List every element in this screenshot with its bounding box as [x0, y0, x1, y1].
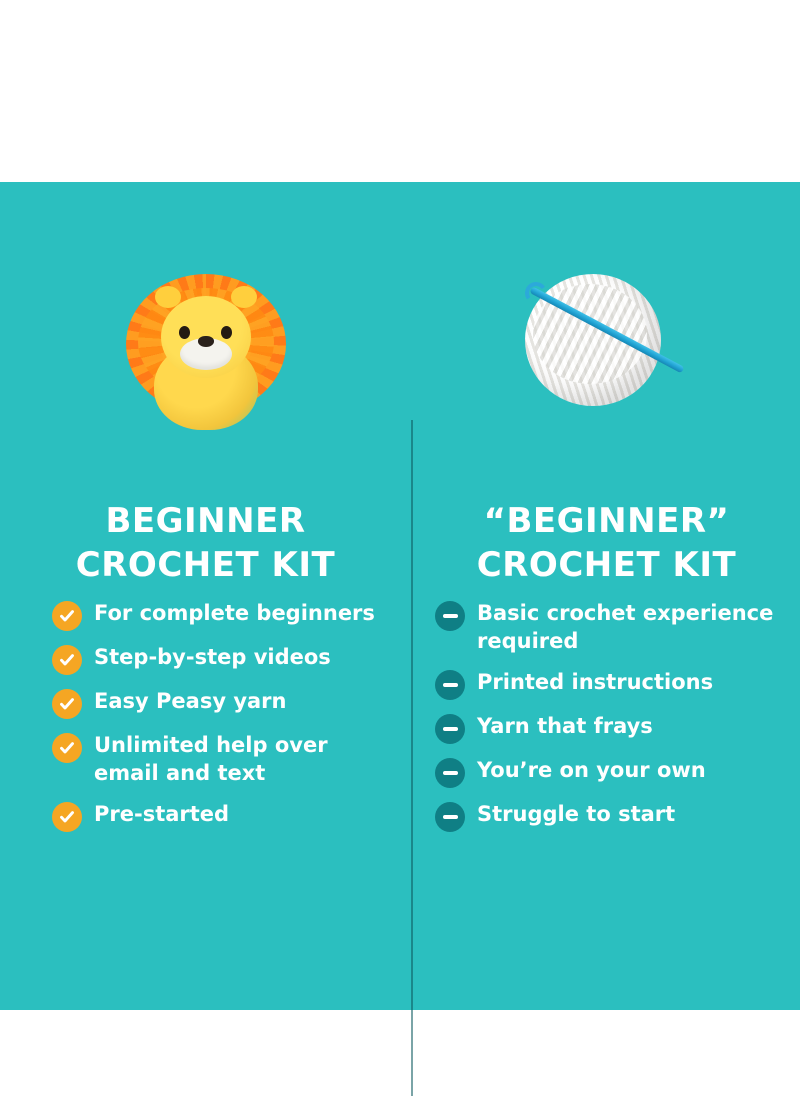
minus-icon: [435, 670, 465, 700]
list-item: [52, 732, 463, 788]
list-item-label: Easy Peasy yarn: [94, 689, 287, 713]
heading-line-2: CROCHET KIT: [476, 544, 737, 585]
yarn-image: [413, 262, 800, 442]
column-other-kit: [413, 182, 800, 1010]
lion-nose: [198, 336, 214, 347]
minus-icon: [435, 802, 465, 832]
lion-image: [0, 262, 411, 442]
list-item-label: Pre-started: [94, 801, 230, 826]
lion-ear-right: [231, 286, 257, 308]
heading-other-kit: [413, 500, 800, 587]
heading-line-1: “BEGINNER”: [483, 501, 730, 541]
list-item-label: Printed instructions: [477, 669, 714, 694]
cons-list: [413, 600, 800, 845]
list-item: [435, 801, 800, 832]
list-item-label: Step-by-step videos: [94, 645, 331, 669]
minus-icon: [435, 714, 465, 744]
list-item-label: Unlimited help over email and text: [94, 733, 328, 785]
column-beginner-kit: [0, 182, 411, 1010]
lion-eye-left: [179, 326, 190, 339]
heading-line-1: BEGINNER: [105, 501, 306, 541]
yarn-ball: [525, 274, 661, 406]
list-item: [52, 688, 463, 719]
pros-list: [0, 600, 463, 845]
crochet-lion-amigurumi-icon: [121, 268, 291, 433]
list-item: [52, 644, 463, 675]
list-item: [52, 801, 463, 832]
list-item: [52, 600, 463, 631]
list-item-label: Basic crochet experience required: [477, 601, 774, 653]
list-item-label: Struggle to start: [477, 801, 676, 826]
check-icon: [52, 689, 82, 719]
heading-beginner-kit: [0, 500, 411, 587]
list-item: [435, 757, 800, 788]
minus-icon: [435, 758, 465, 788]
minus-icon: [435, 601, 465, 631]
list-item-label: You’re on your own: [477, 757, 706, 782]
list-item-label: For complete beginners: [94, 601, 375, 625]
list-item: [435, 713, 800, 744]
list-item: [435, 600, 800, 656]
check-icon: [52, 645, 82, 675]
teal-panel: [0, 182, 800, 1010]
list-item-label: Yarn that frays: [477, 713, 653, 738]
check-icon: [52, 601, 82, 631]
lion-ear-left: [155, 286, 181, 308]
check-icon: [52, 733, 82, 763]
check-icon: [52, 802, 82, 832]
yarn-ball-with-crochet-hook-icon: [497, 264, 717, 434]
heading-line-2: CROCHET KIT: [75, 544, 336, 585]
list-item: [435, 669, 800, 700]
lion-eye-right: [221, 326, 232, 339]
